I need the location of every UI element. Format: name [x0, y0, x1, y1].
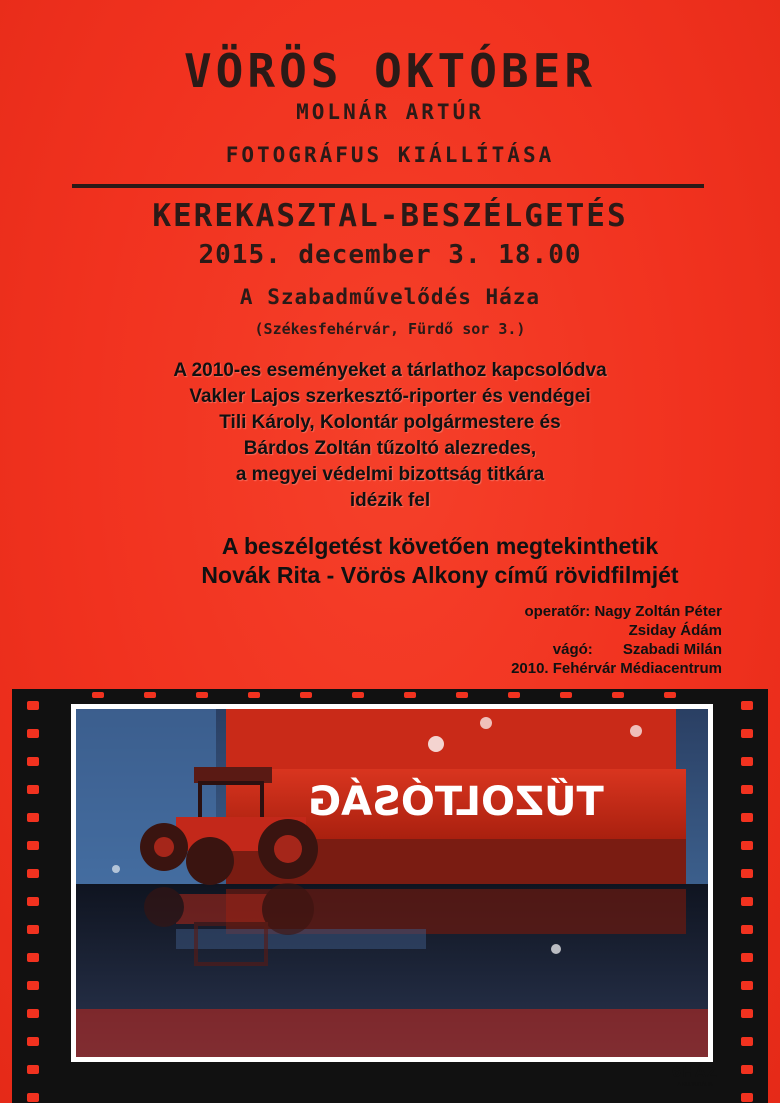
event-description: [0, 358, 780, 514]
sprocket-hole: [144, 692, 156, 698]
sprocket-hole: [741, 953, 753, 962]
exhibition-title: VÖRÖS OKTÓBER: [183, 44, 597, 98]
sprocket-hole: [741, 869, 753, 878]
logo-mark: 6HÁZ: [672, 1064, 718, 1081]
sprocket-hole: [27, 869, 39, 878]
sprocket-hole: [27, 953, 39, 962]
cultural-house-logo: [665, 1064, 725, 1098]
film-line-2: Novák Rita - Vörös Alkony című rövidfilmjét: [201, 562, 679, 588]
sprocket-hole: [352, 692, 364, 698]
photographer-name: MOLNÁR ARTÚR: [296, 100, 484, 124]
sprocket-hole: [741, 757, 753, 766]
sprocket-hole: [27, 785, 39, 794]
sprocket-hole: [27, 925, 39, 934]
sprocket-hole: [741, 1009, 753, 1018]
tractor-reflection-photo: [76, 709, 708, 1057]
description-line: Bárdos Zoltán tűzoltó alezredes,: [243, 438, 537, 459]
sprocket-hole: [300, 692, 312, 698]
divider-rule: [72, 184, 704, 188]
sprocket-hole: [741, 1093, 753, 1102]
description-line: idézik fel: [349, 490, 431, 511]
sprocket-hole: [27, 757, 39, 766]
sprocket-hole: [741, 785, 753, 794]
sprocket-hole: [27, 1037, 39, 1046]
film-credits: [511, 602, 722, 678]
sprocket-hole: [508, 692, 520, 698]
sprocket-hole: [27, 1093, 39, 1102]
sprocket-hole: [27, 981, 39, 990]
sprocket-hole: [741, 925, 753, 934]
sprocket-hole: [196, 692, 208, 698]
description-line: a megyei védelmi bizottság titkára: [235, 464, 545, 485]
sprocket-hole: [248, 692, 260, 698]
sprocket-hole: [92, 692, 104, 698]
sprocket-hole: [27, 1065, 39, 1074]
sprocket-hole: [741, 1065, 753, 1074]
credit-production: 2010. Fehérvár Médiacentrum: [511, 660, 722, 677]
film-line-1: A beszélgetést követően megtekinthetik: [221, 533, 659, 559]
description-line: Tili Károly, Kolontár polgármestere és: [219, 412, 561, 433]
sprocket-hole: [741, 729, 753, 738]
photo-illustration: [76, 709, 708, 1057]
sprocket-hole: [612, 692, 624, 698]
description-line: A 2010-es eseményeket a tárlathoz kapcsolódva: [173, 360, 607, 381]
sprocket-hole: [664, 692, 676, 698]
sprocket-hole: [741, 1037, 753, 1046]
credit-editor-name: Szabadi Milán: [622, 641, 722, 658]
sprocket-hole: [27, 701, 39, 710]
credit-editor: [511, 640, 722, 659]
exhibition-subtitle: FOTOGRÁFUS KIÁLLÍTÁSA: [225, 143, 555, 167]
credit-operator-2: Zsiday Ádám: [628, 622, 722, 639]
event-address: (Székesfehérvár, Fürdő sor 3.): [254, 320, 526, 338]
film-announcement: [0, 532, 780, 590]
sprocket-hole: [741, 981, 753, 990]
sprocket-hole: [741, 897, 753, 906]
photo-sign-text: TŰZOLTÓSÁG: [308, 779, 604, 825]
sprocket-hole: [741, 841, 753, 850]
credit-editor-role: vágó:: [552, 641, 593, 658]
sprocket-hole: [560, 692, 572, 698]
description-line: Vakler Lajos szerkesztő-riporter és vendégei: [189, 386, 591, 407]
event-venue: A Szabadművelődés Háza: [239, 285, 541, 309]
sprocket-hole: [27, 729, 39, 738]
sprocket-hole: [741, 701, 753, 710]
sprocket-hole: [27, 1009, 39, 1018]
sprocket-hole: [27, 897, 39, 906]
event-date: 2015. december 3. 18.00: [198, 240, 582, 270]
sprocket-hole: [27, 841, 39, 850]
sprocket-hole: [741, 813, 753, 822]
logo-caption: A KULTURÁLIS: [677, 1082, 713, 1088]
sprocket-hole: [456, 692, 468, 698]
sprocket-hole: [27, 813, 39, 822]
event-title: KEREKASZTAL-BESZÉLGETÉS: [152, 198, 628, 234]
credit-operator: operatőr: Nagy Zoltán Péter: [524, 603, 722, 620]
sprocket-hole: [404, 692, 416, 698]
